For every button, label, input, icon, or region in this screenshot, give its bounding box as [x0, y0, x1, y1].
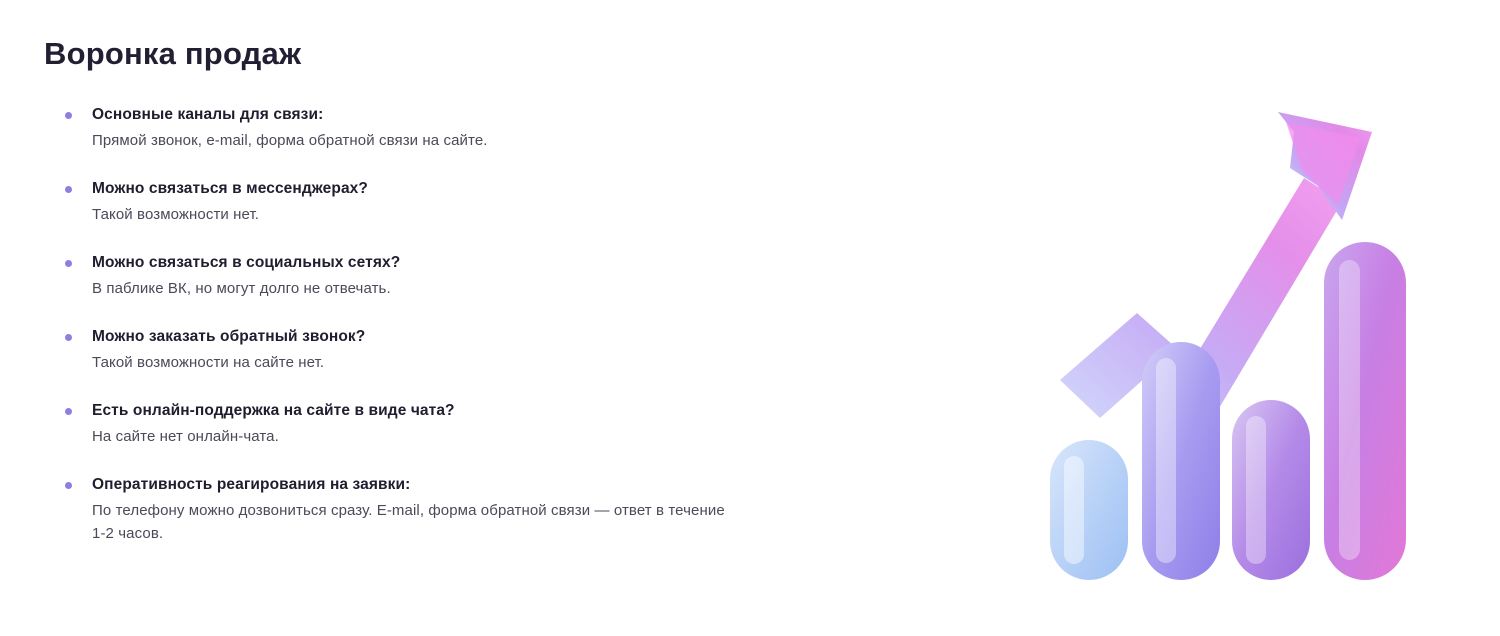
qa-question: Можно связаться в социальных сетях? — [92, 253, 401, 271]
list-item — [62, 474, 762, 545]
qa-answer: Такой возможности на сайте нет. — [92, 354, 325, 372]
qa-list — [62, 104, 762, 545]
list-item — [62, 178, 762, 227]
qa-answer: Прямой звонок, e-mail, форма обратной связи на сайте. — [92, 132, 488, 150]
list-item — [62, 252, 762, 301]
qa-answer: В паблике ВК, но могут долго не отвечать. — [92, 280, 391, 298]
page-title: Воронка продаж — [44, 36, 302, 71]
qa-answer: По телефону можно дозвониться сразу. E-mail, форма обратной связи — ответ в течение 1-2 часов. — [92, 502, 725, 542]
bullet-icon — [65, 112, 72, 119]
qa-answer: На сайте нет онлайн-чата. — [92, 428, 279, 446]
qa-answer: Такой возможности нет. — [92, 206, 260, 224]
bullet-icon — [65, 408, 72, 415]
bullet-icon — [65, 334, 72, 341]
qa-question: Оперативность реагирования на заявки: — [92, 475, 411, 493]
bullet-icon — [65, 482, 72, 489]
list-item — [62, 326, 762, 375]
bullet-icon — [65, 260, 72, 267]
qa-question: Можно заказать обратный звонок? — [92, 327, 366, 345]
list-item — [62, 400, 762, 449]
qa-question: Можно связаться в мессенджерах? — [92, 179, 368, 197]
qa-question: Есть онлайн-поддержка на сайте в виде чата? — [92, 401, 455, 419]
growth-chart-arrow-icon — [1042, 70, 1442, 590]
list-item — [62, 104, 762, 153]
qa-question: Основные каналы для связи: — [92, 106, 324, 123]
bullet-icon — [65, 186, 72, 193]
